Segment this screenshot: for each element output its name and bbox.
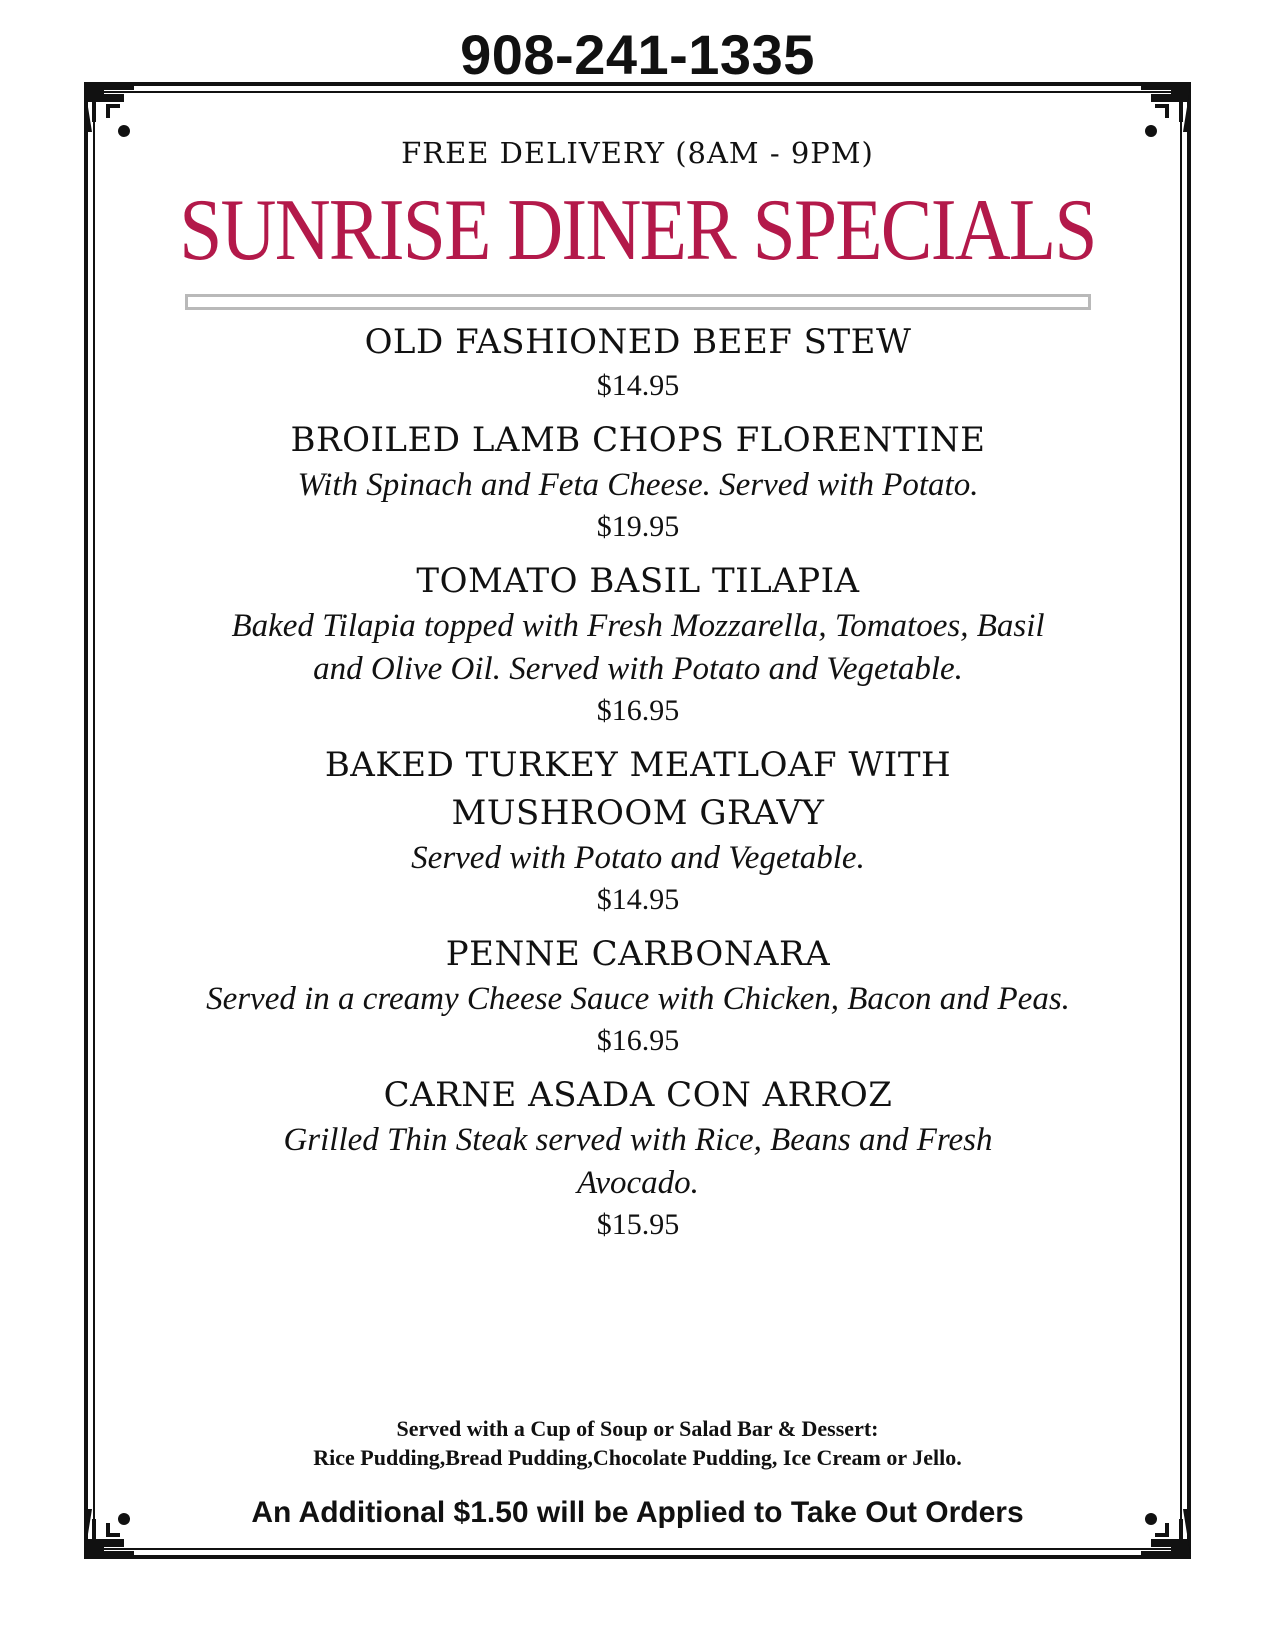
menu-item: [185, 416, 1091, 547]
menu-title: SUNRISE DINER SPECIALS: [179, 182, 1096, 279]
item-description: Served with Potato and Vegetable.: [411, 840, 865, 876]
menu-item: [185, 741, 1091, 920]
specials-list: [185, 318, 1091, 1255]
menu-item: [185, 318, 1091, 406]
item-name: OLD FASHIONED BEEF STEW: [364, 322, 912, 362]
takeout-surcharge-note: An Additional $1.50 will be Applied to Take Out Orders: [251, 1496, 1024, 1529]
phone-number: 908-241-1335: [460, 23, 815, 86]
item-price: $14.95: [596, 883, 680, 916]
item-name: BAKED TURKEY MEATLOAF WITH MUSHROOM GRAVY: [324, 745, 952, 833]
item-description: Served in a creamy Cheese Sauce with Chicken, Bacon and Peas.: [206, 981, 1070, 1017]
included-sides-line-2: Rice Pudding,Bread Pudding,Chocolate Pudding, Ice Cream or Jello.: [313, 1445, 962, 1470]
item-price: $19.95: [596, 510, 680, 543]
included-sides-note: [0, 1414, 1275, 1472]
delivery-hours: FREE DELIVERY (8AM - 9PM): [401, 136, 874, 170]
menu-item: [185, 557, 1091, 731]
item-description: Baked Tilapia topped with Fresh Mozzarella, Tomatoes, Basil and Olive Oil. Served with Potato and Vegetable.: [231, 608, 1045, 687]
item-name: PENNE CARBONARA: [445, 934, 831, 974]
item-price: $16.95: [596, 694, 680, 727]
item-name: TOMATO BASIL TILAPIA: [416, 561, 860, 601]
item-price: $14.95: [596, 369, 680, 402]
item-name: BROILED LAMB CHOPS FLORENTINE: [290, 420, 986, 460]
item-name: CARNE ASADA CON ARROZ: [383, 1075, 893, 1115]
title-divider: [185, 294, 1091, 310]
item-price: $16.95: [596, 1024, 680, 1057]
menu-item: [185, 1071, 1091, 1245]
item-description: With Spinach and Feta Cheese. Served with Potato.: [297, 467, 979, 503]
menu-item: [185, 930, 1091, 1061]
item-description: Grilled Thin Steak served with Rice, Beans and Fresh Avocado.: [283, 1122, 993, 1201]
included-sides-line-1: Served with a Cup of Soup or Salad Bar & Dessert:: [396, 1416, 879, 1441]
item-price: $15.95: [596, 1208, 680, 1241]
